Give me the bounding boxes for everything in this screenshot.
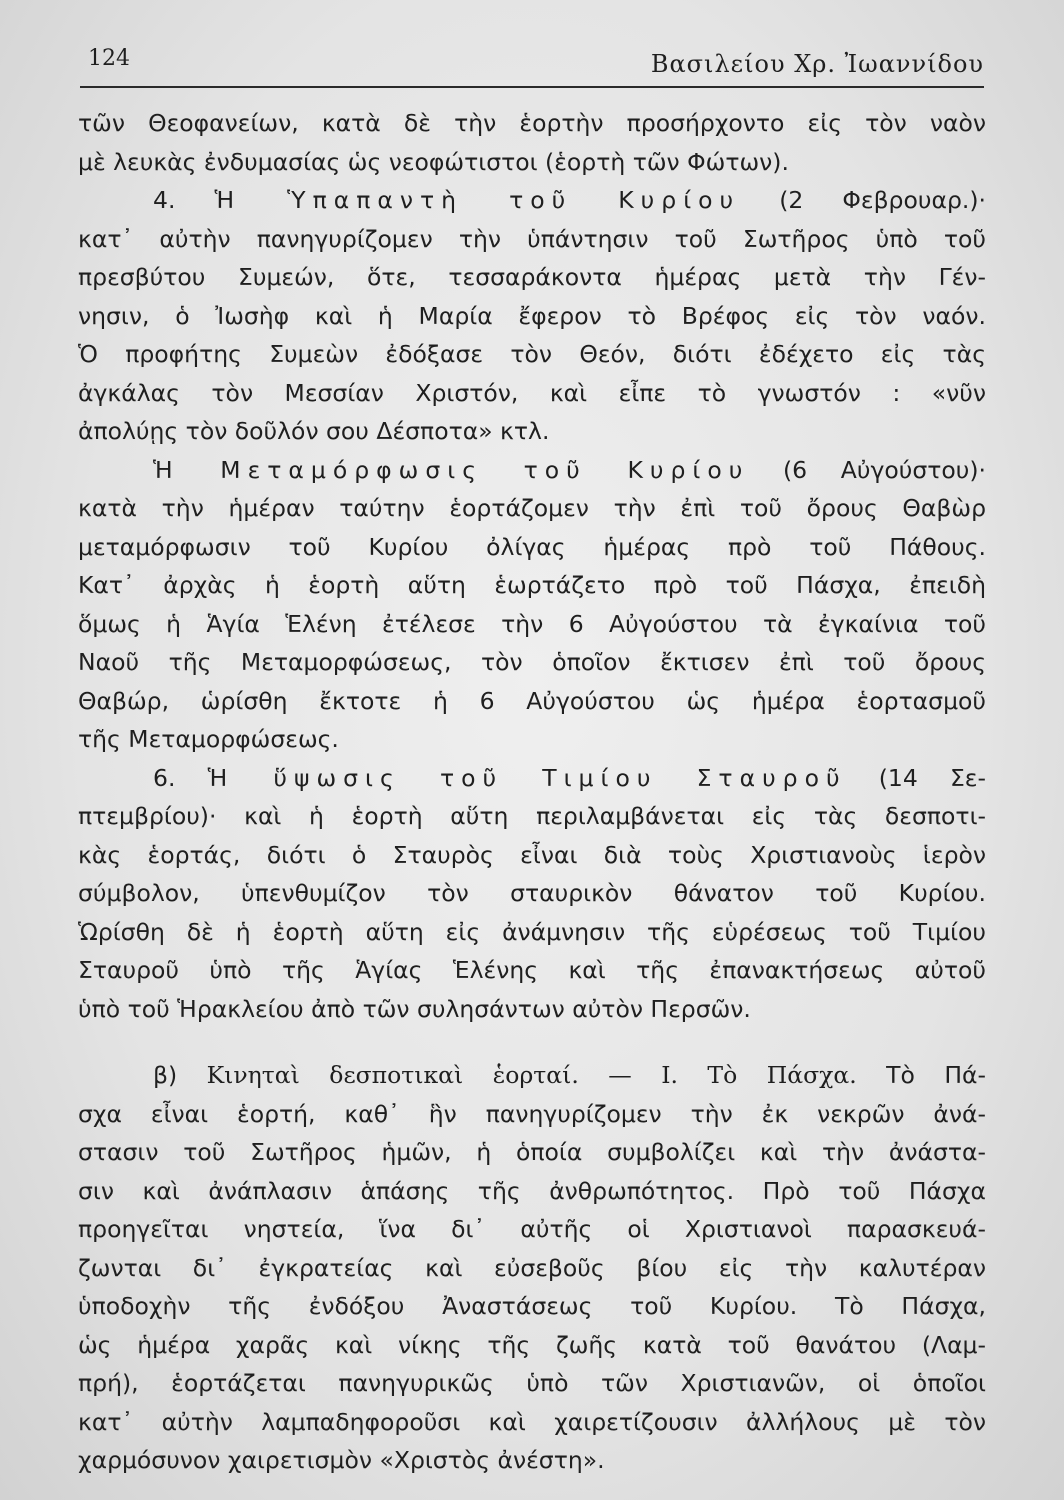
text-line: ἀπολύῃς τὸν δοῦλόν σου Δέσποτα» κτλ. [78,417,550,445]
feast-title: Ἡ ὕψωσις τοῦ Τιμίου Σταυροῦ [207,763,847,792]
feast-title: Ἡ Ὑπαπαντὴ τοῦ Κυρίου [214,186,741,214]
section-heading: Κινηταὶ δεσποτικαὶ ἑορταί. — I. Τὸ Πάσχα. [206,1061,857,1089]
section-label: β) [153,1061,178,1089]
text-line: τῆς Μεταμορφώσεως. [78,725,339,753]
transfiguration-heading [78,451,986,490]
text-line: Ὁ προφήτης Συμεὼν ἐδόξασε τὸν Θεόν, διότι ἐδέχετο εἰς τὰς [78,340,986,368]
page-number: 124 [88,46,130,71]
text-line: ὡς ἡμέρα χαρᾶς καὶ νίκης τῆς ζωῆς κατὰ τοῦ θανάτου (Λαμ- [78,1330,986,1359]
text-line: Κατ᾿ ἀρχὰς ἡ ἑορτὴ αὕτη ἑωρτάζετο πρὸ τοῦ Πάσχα, ἐπειδὴ [78,571,986,599]
feast-title: Ἡ Μεταμόρφωσις τοῦ Κυρίου [153,455,750,484]
text-line: Θαβώρ, ὡρίσθη ἔκτοτε ἡ 6 Αὐγούστου ὡς ἡμέρα ἑορτασμοῦ [78,686,986,715]
page-header [80,44,984,88]
text-line: ὅμως ἡ Ἁγία Ἑλένη ἐτέλεσε τὴν 6 Αὐγούστου τὰ ἐγκαίνια τοῦ [78,609,986,638]
text-line: Σταυροῦ ὑπὸ τῆς Ἁγίας Ἑλένης καὶ τῆς ἐπανακτήσεως αὐτοῦ [78,956,986,984]
text-line: μὲ λευκὰς ἐνδυμασίας ὡς νεοφώτιστοι (ἑορτὴ τῶν Φώτων). [78,147,789,176]
text-line: στασιν τοῦ Σωτῆρος ἡμῶν, ἡ ὁποία συμβολίζει καὶ τὴν ἀνάστα- [78,1138,986,1166]
exaltation-heading [78,759,986,798]
text-line: μεταμόρφωσιν τοῦ Κυρίου ὀλίγας ἡμέρας πρὸ τοῦ Πάθους. [78,532,986,561]
feast-date: (14 Σε- [878,763,986,792]
text-line: ὑποδοχὴν τῆς ἐνδόξου Ἀναστάσεως τοῦ Κυρίου. Τὸ Πάσχα, [78,1292,986,1320]
text-line: κατ᾿ αὐτὴν πανηγυρίζομεν τὴν ὑπάντησιν τοῦ Σωτῆρος ὑπὸ τοῦ [78,224,986,253]
text-line: κὰς ἑορτάς, διότι ὁ Σταυρὸς εἶναι διὰ τοὺς Χριστιανοὺς ἱερὸν [78,840,986,869]
paragraph-gap [78,1028,986,1056]
text-line: χαρμόσυνον χαιρετισμὸν «Χριστὸς ἀνέστη». [78,1446,605,1474]
item-number: 4. [153,186,176,214]
movable-feasts-heading [78,1056,986,1095]
text-line: πτεμβρίου)· καὶ ἡ ἑορτὴ αὕτη περιλαμβάνεται εἰς τὰς δεσποτι- [78,802,986,830]
text-line: ὑπὸ τοῦ Ἡρακλείου ἀπὸ τῶν συλησάντων αὐτὸν Περσῶν. [78,994,751,1023]
text-line: προηγεῖται νηστεία, ἵνα δι᾿ αὐτῆς οἱ Χριστιανοὶ παρασκευά- [78,1215,986,1243]
text-line: ἀγκάλας τὸν Μεσσίαν Χριστόν, καὶ εἶπε τὸ γνωστόν : «νῦν [78,378,986,407]
body-text [78,104,986,1480]
text-line: πρεσβύτου Συμεών, ὅτε, τεσσαράκοντα ἡμέρας μετὰ τὴν Γέν- [78,263,986,291]
feast-date: (6 Αὐγούστου)· [782,455,986,484]
text-line: Ναοῦ τῆς Μεταμορφώσεως, τὸν ὁποῖον ἔκτισεν ἐπὶ τοῦ ὄρους [78,648,986,676]
text-line: τῶν Θεοφανείων, κατὰ δὲ τὴν ἑορτὴν προσήρχοντο εἰς τὸν ναὸν [78,109,986,137]
text-line: κατὰ τὴν ἡμέραν ταύτην ἑορτάζομεν τὴν ἐπὶ τοῦ ὄρους Θαβὼρ [78,494,986,522]
text-line: Ὡρίσθη δὲ ἡ ἑορτὴ αὕτη εἰς ἀνάμνησιν τῆς εὑρέσεως τοῦ Τιμίου [78,917,986,946]
item-number: 6. [153,763,176,792]
text-fragment: Τὸ Πά- [886,1061,986,1089]
text-line: ζωνται δι᾿ ἐγκρατείας καὶ εὐσεβοῦς βίου εἰς τὴν καλυτέραν [78,1253,986,1282]
text-line: κατ᾿ αὐτὴν λαμπαδηφοροῦσι καὶ χαιρετίζουσιν ἀλλήλους μὲ τὸν [78,1407,986,1436]
hypapante-heading [78,181,986,220]
feast-date: (2 Φεβρουαρ.)· [779,186,986,214]
text-line: σιν καὶ ἀνάπλασιν ἁπάσης τῆς ἀνθρωπότητος. Πρὸ τοῦ Πάσχα [78,1176,986,1205]
running-head: Βασιλείου Χρ. Ἰωαννίδου [650,50,984,78]
text-line: νησιν, ὁ Ἰωσὴφ καὶ ἡ Μαρία ἔφερον τὸ Βρέφος εἰς τὸν ναόν. [78,301,986,330]
text-line: σύμβολον, ὑπενθυμίζον τὸν σταυρικὸν θάνατον τοῦ Κυρίου. [78,879,986,907]
text-line: σχα εἶναι ἑορτή, καθ᾿ ἣν πανηγυρίζομεν τὴν ἐκ νεκρῶν ἀνά- [78,1099,986,1128]
text-line: πρή), ἑορτάζεται πανηγυρικῶς ὑπὸ τῶν Χριστιανῶν, οἱ ὁποῖοι [78,1369,986,1397]
